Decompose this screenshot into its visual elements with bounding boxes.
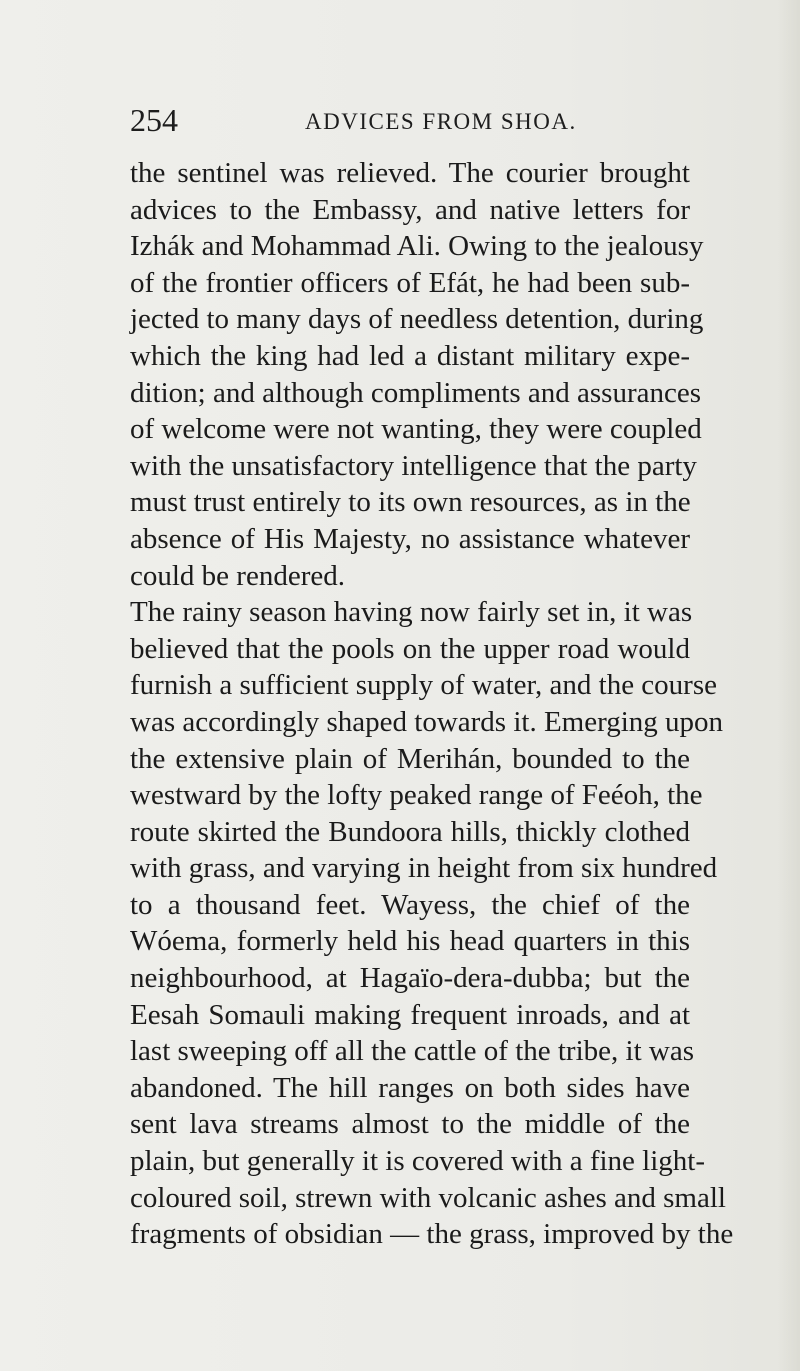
text-line: Eesah Somauli making frequent inroads, and at	[130, 998, 690, 1031]
text-line: the sentinel was relieved. The courier brought	[130, 157, 690, 189]
text-line: advices to the Embassy, and native letters for	[130, 193, 690, 226]
running-head: ADVICES FROM SHOA.	[305, 109, 577, 134]
text-line: abandoned. The hill ranges on both sides have	[130, 1071, 690, 1104]
text-line: The rainy season having now fairly set in, it was	[130, 596, 693, 629]
text-line: of welcome were not wanting, they were coupled	[130, 413, 702, 446]
text-line: with grass, and varying in height from six hundred	[130, 852, 718, 885]
text-line: furnish a sufficient supply of water, and the course	[130, 669, 717, 702]
text-line: plain, but generally it is covered with a fine light-	[130, 1145, 706, 1178]
text-line: Wóema, formerly held his head quarters in this	[130, 925, 690, 958]
text-line: could be rendered.	[130, 559, 345, 592]
body-text	[130, 155, 734, 1253]
page-edge-shadow	[778, 0, 800, 1371]
text-line: must trust entirely to its own resources, as in the	[130, 486, 691, 519]
text-line: westward by the lofty peaked range of Feéoh, the	[130, 779, 703, 812]
text-line: was accordingly shaped towards it. Emerging upon	[130, 705, 724, 738]
text-line: to a thousand feet. Wayess, the chief of the	[130, 888, 690, 921]
text-line: coloured soil, strewn with volcanic ashes and small	[130, 1181, 726, 1214]
text-line: dition; and although compliments and assurances	[130, 376, 702, 409]
text-line: fragments of obsidian — the grass, improved by the	[130, 1218, 734, 1251]
text-line: the extensive plain of Merihán, bounded to the	[130, 742, 690, 775]
text-line: sent lava streams almost to the middle of the	[130, 1108, 690, 1141]
text-line: Izhák and Mohammad Ali. Owing to the jealousy	[130, 230, 704, 263]
text-line: route skirted the Bundoora hills, thickly clothed	[130, 815, 690, 848]
text-line: jected to many days of needless detention, during	[130, 303, 704, 336]
text-line: absence of His Majesty, no assistance whatever	[130, 522, 690, 555]
text-line: of the frontier officers of Efát, he had been sub-	[130, 266, 690, 299]
page-header	[130, 100, 690, 140]
text-line: neighbourhood, at Hagaïo-dera-dubba; but the	[130, 962, 690, 995]
text-line: last sweeping off all the cattle of the tribe, it was	[130, 1035, 694, 1068]
page-number: 254	[130, 102, 178, 138]
text-line: which the king had led a distant military expe-	[130, 339, 690, 372]
text-line: with the unsatisfactory intelligence that the party	[130, 449, 697, 482]
text-line: believed that the pools on the upper road would	[130, 632, 690, 665]
